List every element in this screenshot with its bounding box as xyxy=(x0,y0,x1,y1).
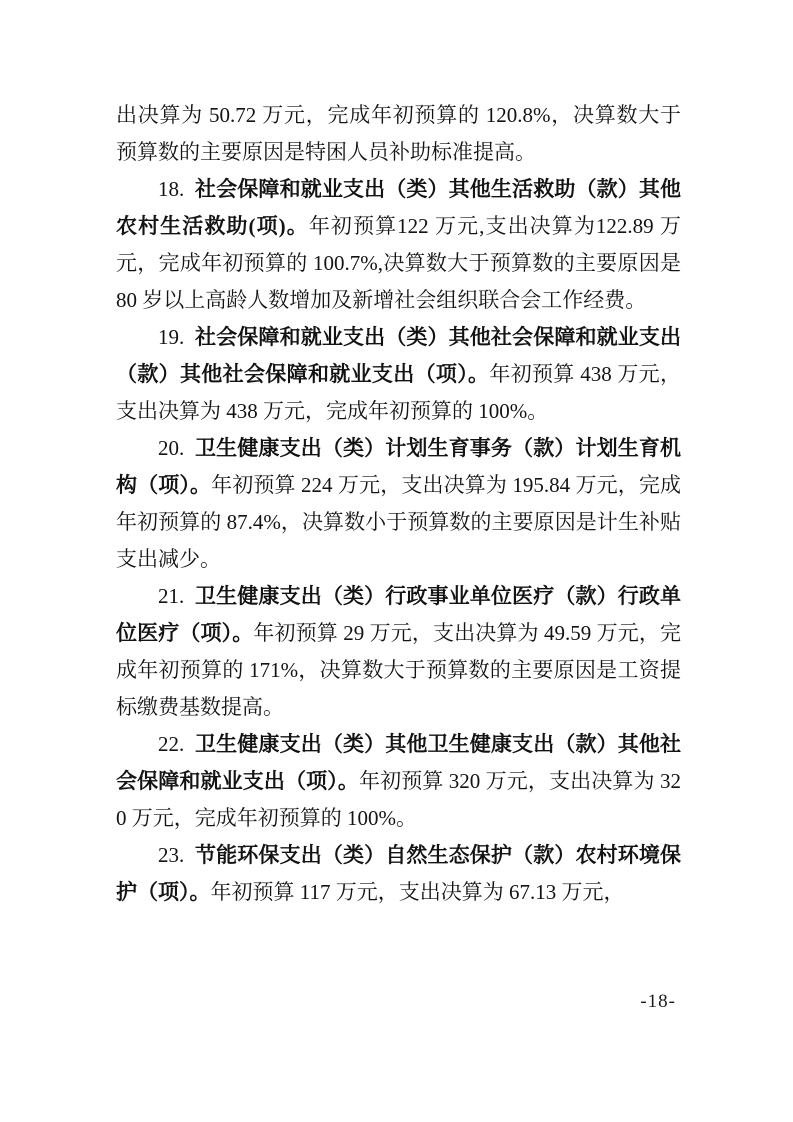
text-run: 23. xyxy=(158,843,196,867)
text-run: 22. xyxy=(158,732,196,756)
paragraph xyxy=(116,430,681,578)
text-run: 21. xyxy=(158,584,196,608)
text-run: 18. xyxy=(158,177,196,201)
paragraph xyxy=(116,726,681,837)
paragraph xyxy=(116,97,681,171)
paragraph xyxy=(116,171,681,319)
text-run: 19. xyxy=(158,325,196,349)
text-run: 年初预算 320 万元，支出决算为 320 万元，完成年初预算的 100%。 xyxy=(116,769,682,830)
text-run: 年初预算122 万元,支出决算为122.89 万元，完成年初预算的 100.7%,决算数大于预算数的主要原因是 80 岁以上高龄人数增加及新增社会组织联合会工作经费。 xyxy=(116,214,681,312)
heading-run: 社会保障和就业支出（类）其他社会保障和就业支出（款）其他社会保障和就业支出（项）。 xyxy=(116,325,682,386)
heading-run: 社会保障和就业支出（类）其他生活救助（款）其他农村生活救助(项)。 xyxy=(116,177,682,238)
text-run: 年初预算 438 万元，支出决算为 438 万元，完成年初预算的 100%。 xyxy=(116,362,682,423)
heading-run: 卫生健康支出（类）计划生育事务（款）计划生育机构（项）。 xyxy=(116,436,682,497)
text-run: 年初预算 224 万元，支出决算为 195.84 万元，完成年初预算的 87.4%，决算数小于预算数的主要原因是计生补贴支出减少。 xyxy=(116,473,682,571)
document-body xyxy=(116,97,681,911)
text-run: 20. xyxy=(158,436,196,460)
text-run: 年初预算 29 万元，支出决算为 49.59 万元，完成年初预算的 171%，决算数大于预算数的主要原因是工资提标缴费基数提高。 xyxy=(116,621,681,719)
heading-run: 节能环保支出（类）自然生态保护（款）农村环境保护（项）。 xyxy=(116,843,682,904)
text-run: 年初预算 117 万元，支出决算为 67.13 万元， xyxy=(210,880,625,904)
paragraph xyxy=(116,319,681,430)
page-number: -18- xyxy=(640,991,676,1012)
paragraph xyxy=(116,578,681,726)
heading-run: 卫生健康支出（类）行政事业单位医疗（款）行政单位医疗（项）。 xyxy=(116,584,682,645)
heading-run: 卫生健康支出（类）其他卫生健康支出（款）其他社会保障和就业支出（项）。 xyxy=(116,732,682,793)
paragraph xyxy=(116,837,681,911)
text-run: 出决算为 50.72 万元，完成年初预算的 120.8%，决算数大于预算数的主要原因是特困人员补助标准提高。 xyxy=(116,103,681,164)
